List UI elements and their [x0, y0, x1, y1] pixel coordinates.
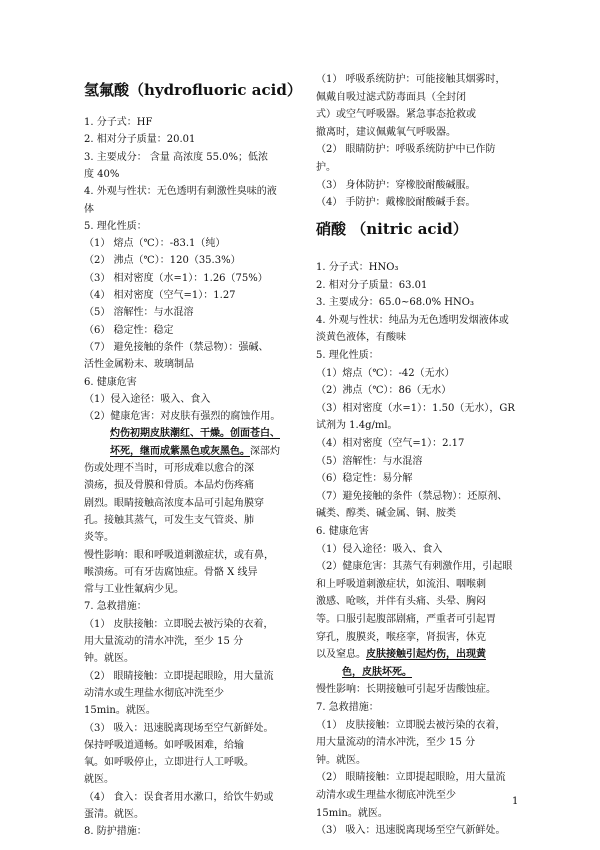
text-line: （1）侵入途径：吸入、食入	[316, 543, 443, 555]
text-line: 钟。就医。	[316, 754, 366, 766]
text-line: 钟。就医。	[84, 653, 134, 665]
text-line: （3） 吸入：迅速脱离现场至空气新鲜处。	[316, 825, 506, 837]
text-line: （2）健康危害：对皮肤有强烈的腐蚀作用。	[84, 411, 281, 423]
text-line: 慢性影响：眼和呼吸道刺激症状，或有鼻，	[84, 549, 274, 561]
text-line: （1） 呼吸系统防护：可能接触其烟雾时，	[316, 74, 506, 85]
skin-burn-mixed-line	[316, 649, 486, 661]
page-number: 1	[512, 796, 519, 807]
text-line: 撤离时，建议佩戴氧气呼吸器。	[316, 126, 456, 138]
text-line: （3）相对密度（水=1）：1.50（无水），GR	[316, 402, 515, 414]
text-line: 4. 外观与性状：无色透明有刺激性臭味的液	[84, 186, 277, 198]
skin-burn-bold-part: 皮肤接触引起灼伤，出现黄	[366, 649, 486, 661]
text-line: （6）稳定性：易分解	[316, 473, 413, 485]
text-line: （1） 皮肤接触：立即脱去被污染的衣着，	[316, 719, 506, 731]
text-line: 7. 急救措施：	[316, 702, 379, 713]
text-line: 5. 理化性质：	[316, 350, 379, 361]
burn-warning-bold-part: 坏死，继而成紫黑色或灰黑色。	[110, 445, 250, 457]
text-line: 淡黄色液体，有酸味	[316, 332, 406, 344]
text-line: 用大量流动的清水冲洗，至少 15 分	[84, 636, 244, 647]
text-line: 慢性影响：长期接触可引起牙齿酸蚀症。	[316, 684, 496, 696]
text-line: 激感、呛咳，并伴有头痛、头晕、胸闷	[316, 596, 486, 608]
text-line: 碱类、醇类、碱金属、铜、胺类	[316, 508, 456, 520]
text-line: （2） 沸点（℃）：120（35.3%）	[84, 255, 241, 267]
text-line: 活性金属粉末、玻璃制品	[84, 359, 194, 371]
text-line: （7） 避免接触的条件（禁忌物）：强碱、	[84, 341, 269, 353]
text-line: 3. 主要成分： 含量 高浓度 55.0%；低浓	[84, 151, 269, 163]
text-line: （5）溶解性：与水混溶	[316, 455, 423, 467]
text-line: 和上呼吸道刺激症状，如流泪、咽喉刺	[316, 578, 486, 590]
text-line: （1）侵入途径：吸入、食入	[84, 393, 211, 405]
text-line: 动清水或生理盐水彻底冲洗至少	[316, 790, 456, 801]
burn-warning-mixed-line	[110, 446, 280, 458]
burn-warning-bold-line: 灼伤初期皮肤潮红、干燥。创面苍白、	[110, 428, 280, 440]
text-line: （2） 眼睛接触：立即提起眼睑，用大量流	[84, 670, 274, 682]
text-line: 蛋清。就医。	[84, 809, 144, 820]
text-line: （2）沸点（℃）：86（无水）	[316, 385, 452, 397]
text-line: 喉溃疡。可有牙齿腐蚀症。骨骼 X 线异	[84, 566, 258, 578]
text-line: （7）避免接触的条件（禁忌物）：还原剂、	[316, 490, 508, 502]
text-line: 试剂为 1.4g/ml。	[316, 420, 398, 432]
skin-burn-bold-line: 色，皮肤坏死。	[342, 666, 412, 678]
text-line: 6. 健康危害	[84, 376, 137, 388]
text-line: 保持呼吸道通畅。如呼吸困难，给输	[84, 739, 244, 751]
text-line: 动清水或生理盐水彻底冲洗至少	[84, 687, 224, 699]
text-line: （2） 眼睛接触：立即提起眼睑，用大量流	[316, 772, 506, 784]
text-line: 护。	[316, 162, 336, 173]
text-line: 4. 外观与性状：纯品为无色透明发烟液体或	[316, 314, 509, 326]
text-line: 伤或处理不当时，可形成难以愈合的深	[84, 463, 254, 474]
skin-burn-plain-part: 以及窒息。	[316, 649, 366, 661]
text-line: （4） 相对密度（空气=1）：1.27	[84, 290, 236, 301]
text-line: 佩戴自吸过滤式防毒面具（全封闭	[316, 91, 466, 103]
text-line: 2. 相对分子质量：20.01	[84, 134, 196, 146]
text-line: 3. 主要成分：65.0~68.0% HNO₃	[316, 297, 474, 309]
text-line: 15min。就医。	[316, 807, 388, 819]
text-line: 溃疡，损及骨膜和骨质。本品灼伤疼痛	[84, 480, 254, 492]
burn-warning-plain-part: 深部灼	[250, 445, 280, 457]
text-line: 常与工业性氟病少见。	[84, 584, 184, 596]
text-line: 孔。接触其蒸气，可发生支气管炎、肺	[84, 514, 254, 526]
hf-title: 氢氟酸（hydrofluoric acid）	[84, 81, 302, 99]
text-line: （1）熔点（℃）：-42（无水）	[316, 367, 455, 379]
text-line: 氧。如呼吸停止，立即进行人工呼吸。	[84, 757, 254, 769]
text-line: 6. 健康危害	[316, 526, 369, 537]
text-line: 炎等。	[84, 532, 114, 544]
text-line: （2） 眼睛防护：呼吸系统防护中已作防	[316, 144, 496, 156]
text-line: （4） 手防护：戴橡胶耐酸碱手套。	[316, 197, 476, 209]
text-line: （1） 皮肤接触：立即脱去被污染的衣着，	[84, 618, 274, 630]
text-line: （4） 食入：误食者用水漱口，给饮牛奶或	[84, 791, 274, 803]
text-line: 等。口服引起腹部剧痛，严重者可引起胃	[316, 614, 496, 625]
text-line: （6） 稳定性：稳定	[84, 324, 174, 336]
text-line: 5. 理化性质：	[84, 220, 147, 232]
text-line: 剧烈。眼睛接触高浓度本品可引起角膜穿	[84, 497, 264, 509]
text-line: 15min。就医。	[84, 705, 156, 717]
nitric-title: 硝酸 （nitric acid）	[316, 220, 468, 238]
text-line: 7. 急救措施：	[84, 601, 147, 613]
text-line: （3） 相对密度（水=1）：1.26（75%）	[84, 272, 268, 284]
text-line: （1） 熔点（℃）：-83.1（纯）	[84, 238, 226, 250]
text-line: 用大量流动的清水冲洗，至少 15 分	[316, 737, 476, 749]
text-line: 体	[84, 203, 94, 215]
text-line: 2. 相对分子质量：63.01	[316, 279, 428, 291]
text-line: 就医。	[84, 774, 114, 786]
text-line: 度 40%	[84, 168, 120, 180]
text-line: 8. 防护措施：	[84, 826, 147, 838]
text-line: （5） 溶解性：与水混溶	[84, 307, 194, 319]
text-line: 穿孔，腹膜炎，喉痉挛，肾损害，休克	[316, 631, 486, 643]
text-line: （3） 吸入：迅速脱离现场至空气新鲜处。	[84, 722, 274, 734]
text-line: 1. 分子式：HNO₃	[316, 262, 399, 273]
text-line: 1. 分子式：HF	[84, 117, 153, 128]
text-line: （2）健康危害：其蒸气有刺激作用，引起眼	[316, 561, 513, 573]
text-line: （3） 身体防护：穿橡胶耐酸碱服。	[316, 179, 476, 191]
text-line: （4）相对密度（空气=1）：2.17	[316, 438, 465, 449]
text-line: 式）或空气呼吸器。紧急事态抢救或	[316, 109, 476, 121]
